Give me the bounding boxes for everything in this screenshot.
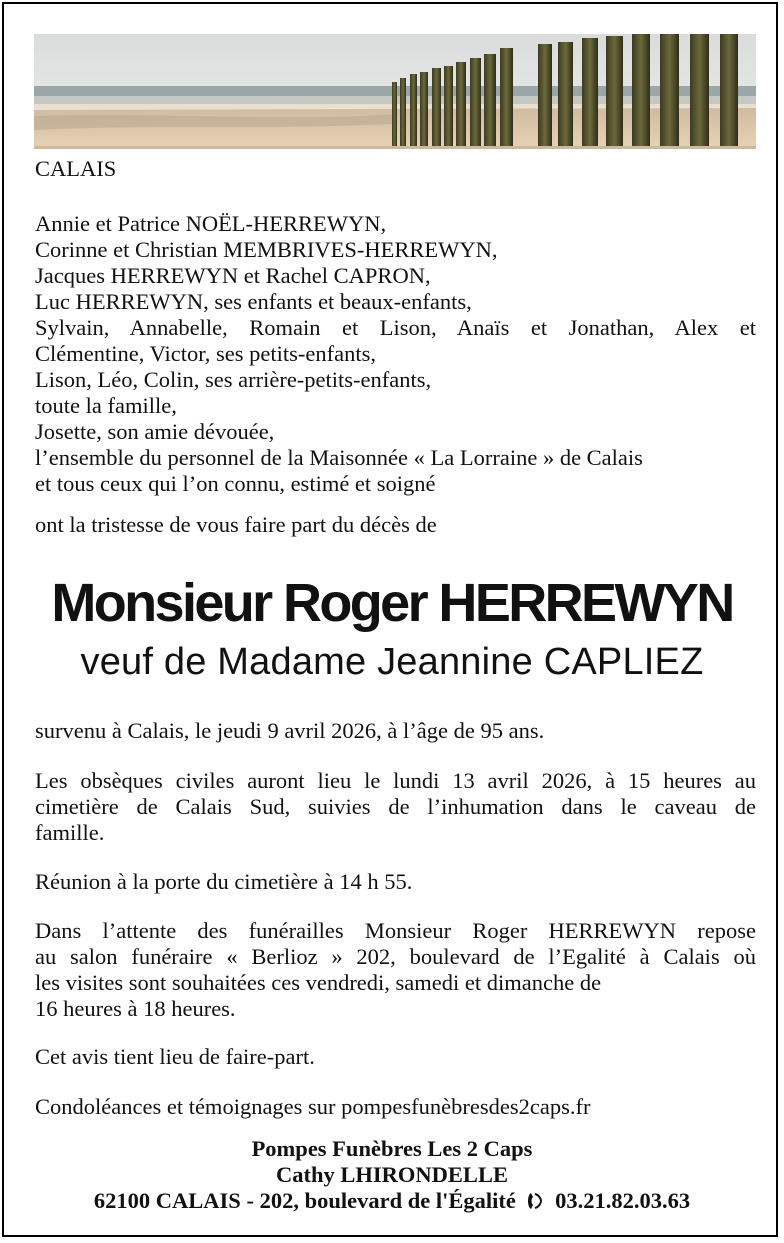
family-line: Josette, son amie dévouée, <box>35 419 275 444</box>
meeting-text: Réunion à la porte du cimetière à 14 h 55. <box>35 869 413 894</box>
city-heading <box>35 156 756 182</box>
family-line: Clémentine, Victor, ses petits-enfants, <box>35 341 377 366</box>
funeral-details <box>35 768 756 846</box>
death-details-text: survenu à Calais, le jeudi 9 avril 2026, à l’âge de 95 ans. <box>35 718 545 743</box>
family-list <box>35 211 756 497</box>
widower-line: veuf de Madame Jeannine CAPLIEZ <box>80 641 704 683</box>
contact-line <box>4 1188 780 1214</box>
funeral-line: cimetière de Calais Sud, suivies de l’inhumation dans le caveau de <box>35 794 756 819</box>
condolences <box>35 1094 756 1120</box>
family-line: Jacques HERREWYN et Rachel CAPRON, <box>35 263 431 288</box>
notice <box>35 1044 756 1070</box>
manager-name: Cathy LHIRONDELLE <box>276 1162 508 1187</box>
announcement <box>35 512 756 538</box>
family-line: Luc HERREWYN, ses enfants et beaux-enfants, <box>35 289 472 314</box>
family-line: Lison, Léo, Colin, ses arrière-petits-enfants, <box>35 367 432 392</box>
deceased-name: Monsieur Roger HERREWYN <box>51 573 733 633</box>
family-line: et tous ceux qui l’on connu, estimé et soigné <box>35 471 436 496</box>
family-line: toute la famille, <box>35 393 177 418</box>
announcement-text: ont la tristesse de vous faire part du décès de <box>35 512 437 537</box>
visit-details <box>35 918 756 1022</box>
notice-text: Cet avis tient lieu de faire-part. <box>35 1044 315 1069</box>
visit-line: Dans l’attente des funérailles Monsieur Roger HERREWYN repose <box>35 918 756 943</box>
family-line: l’ensemble du personnel de la Maisonnée « La Lorraine » de Calais <box>35 445 643 470</box>
beach-banner-image <box>34 34 756 149</box>
obituary-notice <box>2 2 778 1237</box>
meeting-info <box>35 869 756 895</box>
phone-icon <box>525 1188 545 1214</box>
city-label: CALAIS <box>35 156 117 181</box>
visit-line: au salon funéraire « Berlioz » 202, boulevard de l’Egalité à Calais où <box>35 944 756 969</box>
visit-line: les visites sont souhaitées ces vendredi, samedi et dimanche de <box>35 970 602 995</box>
condolences-text: Condoléances et témoignages sur pompesfunèbresdes2caps.fr <box>35 1094 591 1119</box>
phone-number: 03.21.82.03.63 <box>555 1188 691 1213</box>
visit-line: 16 heures à 18 heures. <box>35 996 236 1021</box>
family-line: Sylvain, Annabelle, Romain et Lison, Anaïs et Jonathan, Alex et <box>35 315 756 340</box>
funeral-home-footer <box>4 1136 780 1214</box>
family-line: Corinne et Christian MEMBRIVES-HERREWYN, <box>35 237 498 262</box>
funeral-line: famille. <box>35 820 105 845</box>
company-name: Pompes Funèbres Les 2 Caps <box>251 1136 533 1161</box>
funeral-line: Les obsèques civiles auront lieu le lundi 13 avril 2026, à 15 heures au <box>35 768 756 793</box>
family-line: Annie et Patrice NOËL-HERREWYN, <box>35 211 387 236</box>
death-details <box>35 718 756 744</box>
address: 62100 CALAIS - 202, boulevard de l'Égalité <box>93 1188 516 1213</box>
